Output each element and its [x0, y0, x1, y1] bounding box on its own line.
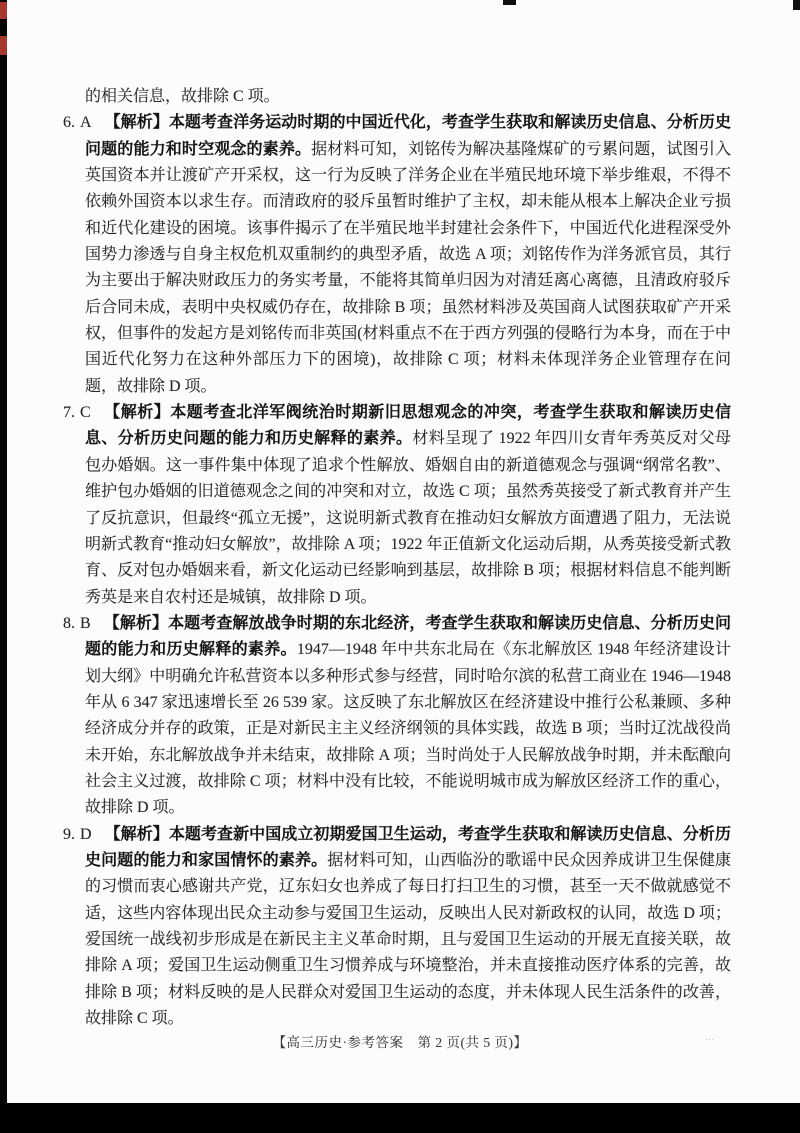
answer-item-9 — [63, 822, 731, 1033]
item-answer-letter: A — [80, 114, 92, 132]
item-answer-letter: D — [80, 825, 92, 843]
red-edge-mark-bottom — [0, 36, 7, 55]
item-analysis-lead: 【解析】本题考查洋务运动时期的中国近代化，考查学生获取和解读历史信息、分析历史问题的能力和时空观念的素养。 — [85, 114, 731, 158]
item-number: 9. — [63, 825, 75, 843]
item-analysis-body: 1947—1948 年中共东北局在《东北解放区 1948 年经济建设计划大纲》中明确允许私营资本以多种形式参与经营，同时哈尔滨的私营工商业在 1946—1948 年从 6 347 家迅速增长至 26 539 家。这反映了东北解放区在经济建设中推行公私兼顾、多种经济成分并存的政策，正是对新民主主义经济纲领的具体实践，故选 B 项；当时辽沈战役尚未开始，东北解放战争并未结束，故排除 A 项；当时尚处于人民解放战争时期，并未酝酿向社会主义过渡，故排除 C 项；材料中没有比较，不能说明城市成为解放区经济工作的重心，故排除 D 项。 — [85, 641, 731, 817]
scan-bottom-border — [0, 1103, 800, 1133]
scan-top-notch — [503, 0, 516, 5]
item-number: 7. — [63, 404, 75, 422]
answer-item-6 — [63, 110, 731, 400]
scan-artifact-dots: ⋯ — [705, 1034, 714, 1044]
item-analysis-body: 据材料可知，山西临汾的歌谣中民众因养成讲卫生保健康的习惯而衷心感谢共产党，辽东妇女也养成了每日打扫卫生的习惯，甚至一天不做就感觉不适，这些内容体现出民众主动参与爱国卫生运动，反映出人民对新政权的认同，故选 D 项；爱国统一战线初步形成是在新民主主义革命时期，且与爱国卫生运动的开展无直接关联，故排除 A 项；爱国卫生运动侧重卫生习惯养成与环境整治，并未直接推动医疗体系的完善，故排除 B 项；材料反映的是人民群众对爱国卫生运动的态度，并未体现人民生活条件的改善，故排除 C 项。 — [85, 851, 731, 1028]
answer-item-7 — [63, 400, 731, 611]
item-analysis-lead: 【解析】本题考查北洋军阀统治时期新旧思想观念的冲突，考查学生获取和解读历史信息、分析历史问题的能力和历史解释的素养。 — [85, 404, 731, 448]
item-analysis-body: 据材料可知，刘铭传为解决基隆煤矿的亏累问题，试图引入英国资本并让渡矿产开采权，这一行为反映了洋务企业在半殖民地环境下举步维艰，不得不依赖外国资本以求生存。而清政府的驳斥虽暂时维护了主权，却未能从根本上解决企业亏损和近代化建设的困境。该事件揭示了在半殖民地半封建社会条件下，中国近代化进程深受外国势力渗透与自身主权危机双重制约的典型矛盾，故选 A 项；刘铭传作为洋务派官员，其行为主要出于解决财政压力的务实考量，不能将其简单归因为对清廷离心离德，且清政府驳斥后合同未成，表明中央权威仍存在，故排除 B 项；虽然材料涉及英国商人试图获取矿产开采权，但事件的发起方是刘铭传而非英国(材料重点不在于西方列强的侵略行为本身，而在于中国近代化努力在这种外部压力下的困境)，故排除 C 项；材料未体现洋务企业管理存在问题，故排除 D 项。 — [85, 140, 731, 395]
item-answer-letter: C — [80, 404, 91, 422]
item-analysis-lead: 【解析】本题考查新中国成立初期爱国卫生运动，考查学生获取和解读历史信息、分析历史问题的能力和家国情怀的素养。 — [85, 825, 731, 869]
scan-top-right-mark — [793, 0, 800, 10]
page-footer: 【高三历史·参考答案 第 2 页(共 5 页)】 — [272, 1035, 528, 1050]
red-edge-mark-top — [0, 2, 7, 19]
item-number: 6. — [63, 114, 75, 132]
item-number: 8. — [63, 614, 75, 632]
item-answer-letter: B — [80, 614, 91, 632]
item-analysis-lead: 【解析】本题考查解放战争时期的东北经济，考查学生获取和解读历史信息、分析历史问题的能力和历史解释的素养。 — [85, 614, 731, 659]
answer-explanations — [63, 84, 731, 1032]
scan-left-border — [0, 0, 7, 1133]
continuation-paragraph: 的相关信息，故排除 C 项。 — [85, 88, 280, 105]
item-analysis-body: 材料呈现了 1922 年四川女青年秀英反对父母包办婚姻。这一事件集中体现了追求个性解放、婚姻自由的新道德观念与强调“纲常名教”、维护包办婚姻的旧道德观念之间的冲突和对立，故选 C 项；虽然秀英接受了新式教育并产生了反抗意识，但最终“孤立无援”，这说明新式教育在推动妇女解放方面遭遇了阻力，无法说明新式教育“推动妇女解放”，故排除 A 项；1922 年正值新文化运动后期，从秀英接受新式教育、反对包办婚姻来看，新文化运动已经影响到基层，故排除 B 项；根据材料信息不能判断秀英是来自农村还是城镇，故排除 D 项。 — [85, 430, 731, 606]
answer-item-8 — [63, 611, 731, 822]
